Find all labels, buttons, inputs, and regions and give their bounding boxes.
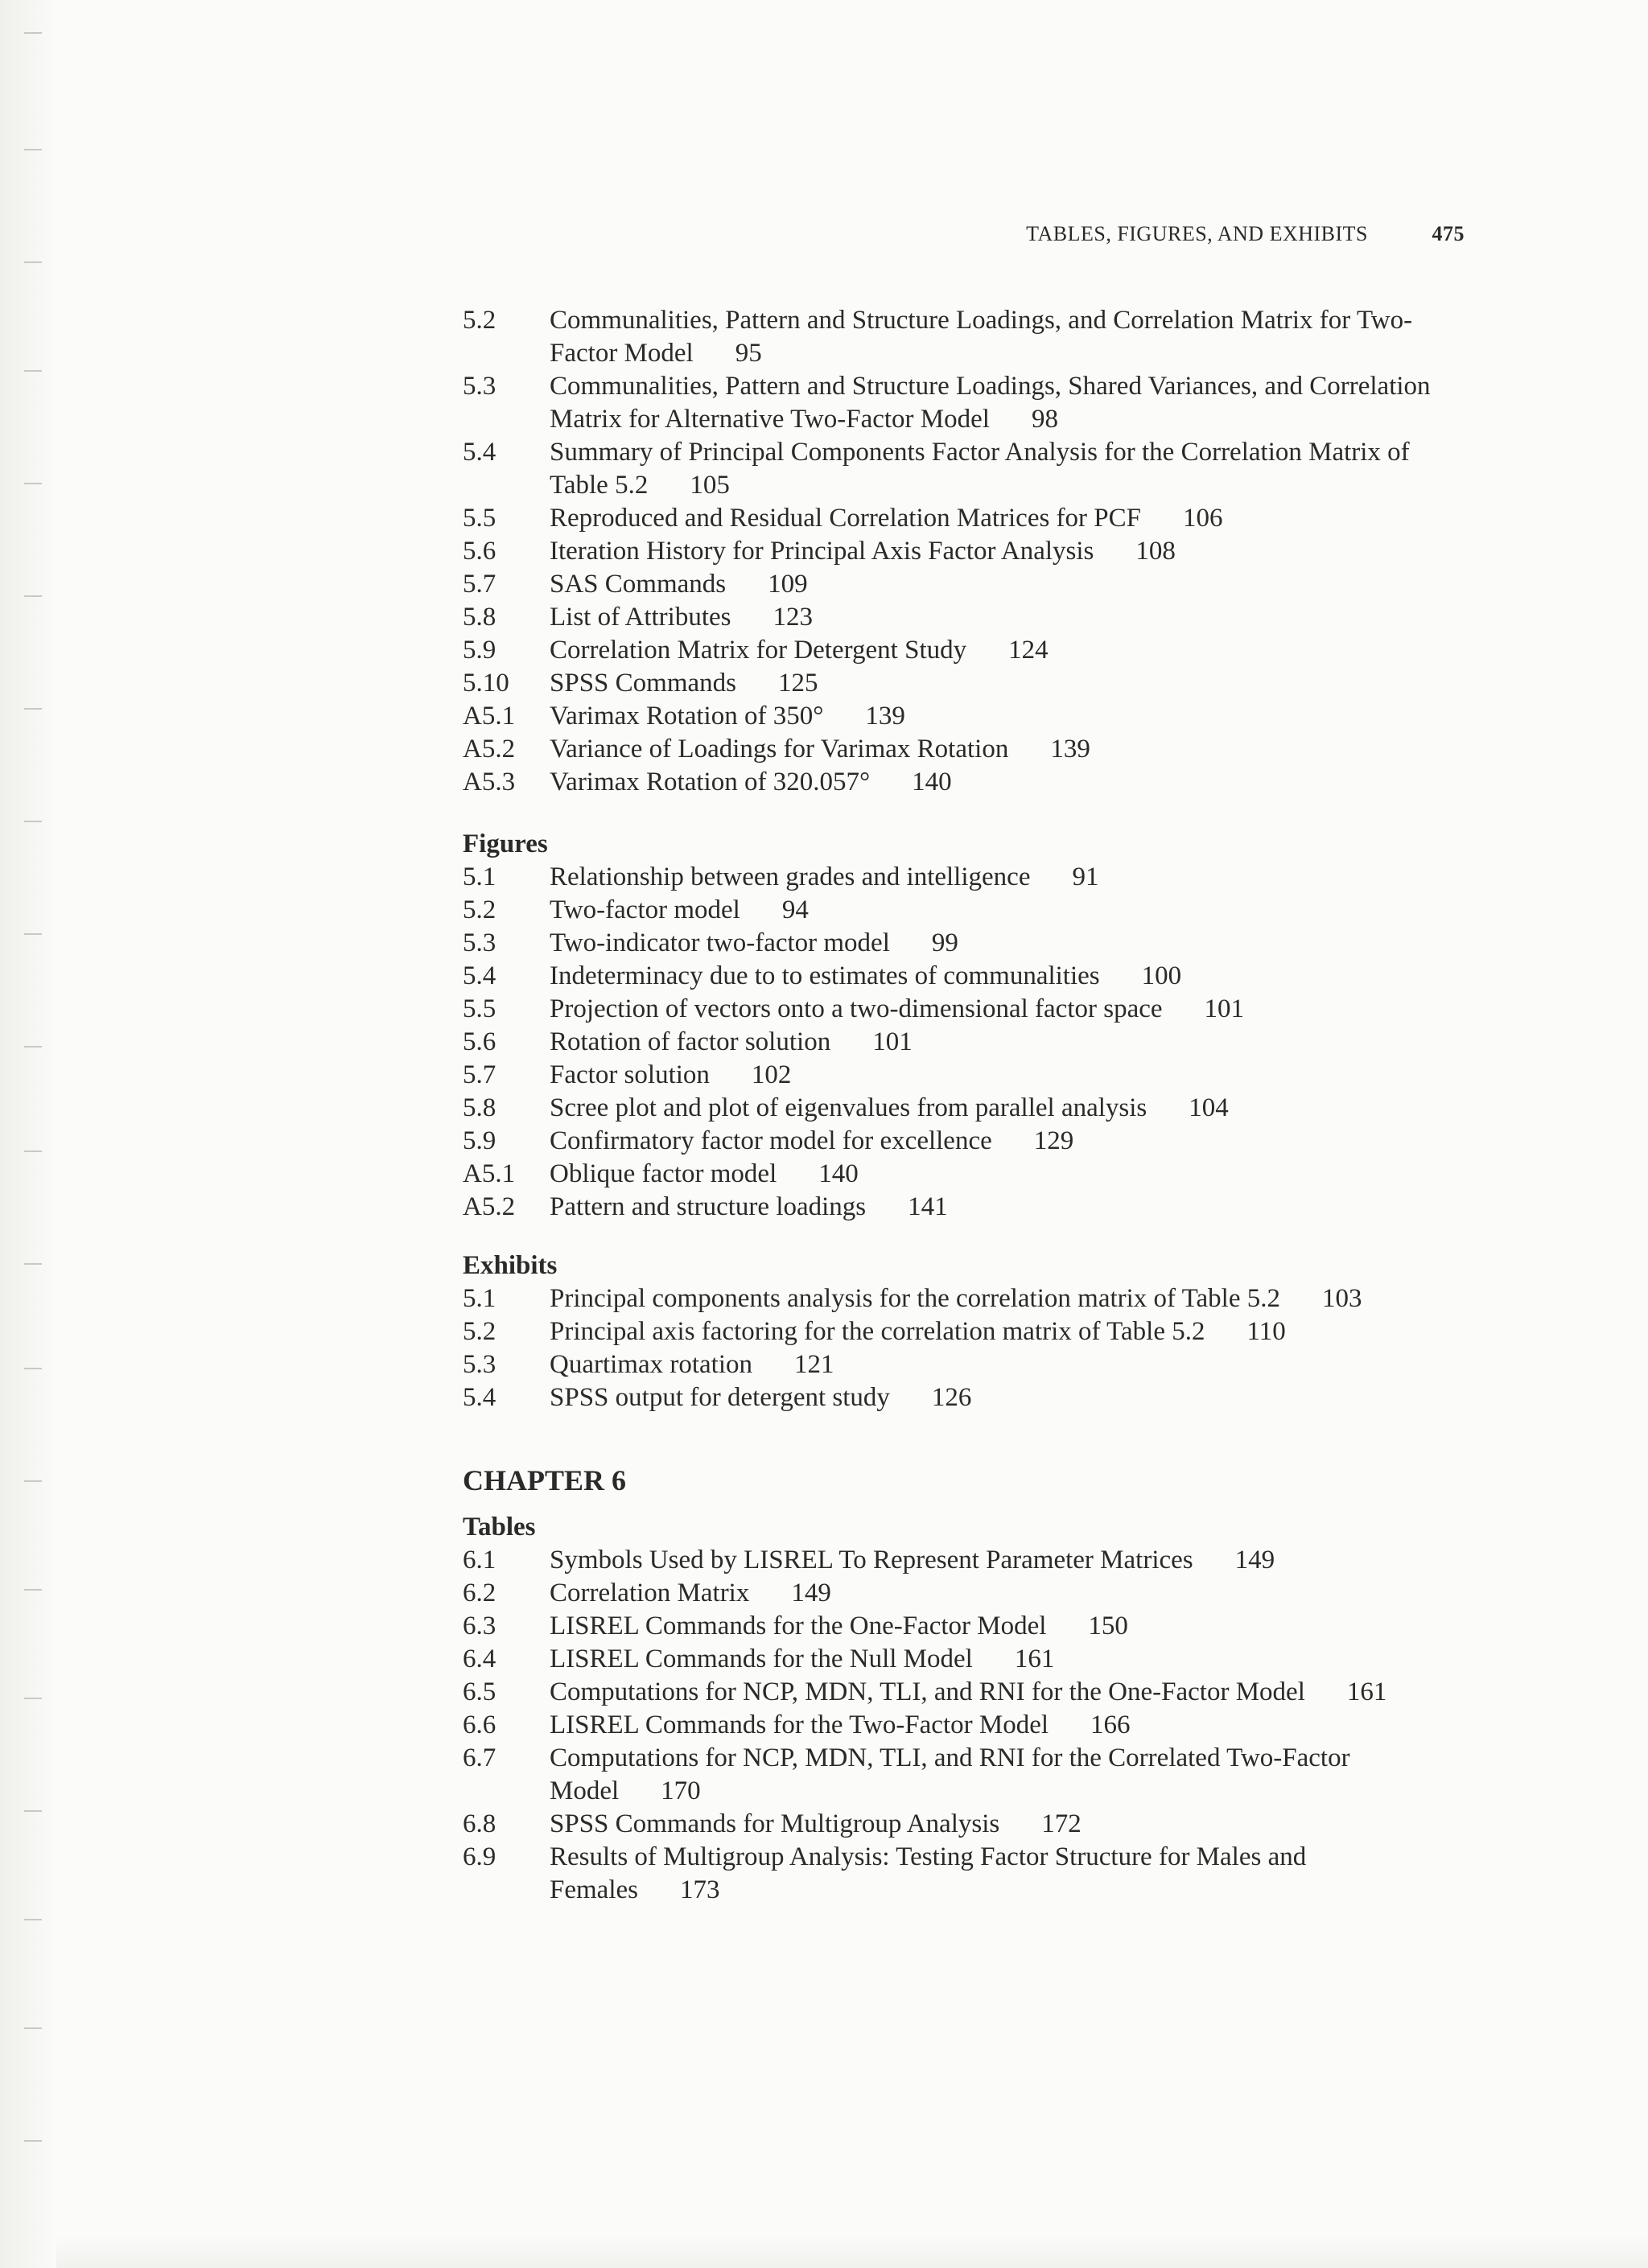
list-entry bbox=[463, 601, 1469, 634]
entry-title: SPSS Commands bbox=[550, 669, 736, 698]
binding-mark bbox=[24, 1368, 42, 1369]
entry-number: 6.1 bbox=[463, 1546, 496, 1574]
entry-page: 95 bbox=[735, 339, 762, 368]
entry-title: Varimax Rotation of 350° bbox=[550, 702, 824, 731]
list-entry bbox=[463, 1059, 1469, 1092]
binding-edge bbox=[0, 0, 56, 2268]
list-entry bbox=[463, 634, 1469, 667]
entry-title: Principal components analysis for the correlation matrix of Table 5.2 bbox=[550, 1284, 1280, 1313]
entry-number: 6.8 bbox=[463, 1809, 496, 1838]
list-entry bbox=[463, 1381, 1469, 1414]
entry-title: Correlation Matrix bbox=[550, 1579, 750, 1607]
entry-title: LISREL Commands for the Null Model bbox=[550, 1644, 973, 1673]
chapter5-tables-list bbox=[463, 304, 1469, 799]
entry-title: Factor solution bbox=[550, 1060, 710, 1089]
entry-title: Communalities, Pattern and Structure Loadings, Shared Variances, and Correlation Matrix for Alternative Two-Factor Model bbox=[550, 372, 1431, 434]
entry-number: A5.2 bbox=[463, 1192, 516, 1221]
entry-page: 126 bbox=[931, 1383, 972, 1412]
binding-mark bbox=[24, 1046, 42, 1048]
chapter-heading: CHAPTER 6 bbox=[463, 1464, 627, 1496]
list-entry bbox=[463, 502, 1469, 535]
entry-title: Rotation of factor solution bbox=[550, 1027, 831, 1056]
binding-mark bbox=[24, 708, 42, 710]
entry-page: 99 bbox=[931, 928, 958, 957]
list-entry bbox=[463, 1610, 1469, 1643]
binding-mark bbox=[24, 595, 42, 597]
list-entry bbox=[463, 1577, 1469, 1610]
entry-number: A5.3 bbox=[463, 768, 516, 796]
entry-number: 6.4 bbox=[463, 1644, 496, 1673]
entry-page: 140 bbox=[818, 1159, 859, 1188]
list-entry bbox=[463, 1158, 1469, 1191]
entry-number: 5.3 bbox=[463, 1350, 496, 1379]
entry-title: Reproduced and Residual Correlation Matrices for PCF bbox=[550, 504, 1142, 533]
entry-number: 5.2 bbox=[463, 1317, 496, 1346]
list-entry bbox=[463, 1841, 1469, 1907]
chapter6-tables-list bbox=[463, 1544, 1469, 1907]
entry-page: 173 bbox=[679, 1875, 720, 1904]
entry-title: Results of Multigroup Analysis: Testing Factor Structure for Males and Females bbox=[550, 1842, 1307, 1904]
entry-number: 6.3 bbox=[463, 1611, 496, 1640]
entry-page: 105 bbox=[690, 471, 730, 500]
entry-number: 5.5 bbox=[463, 994, 496, 1023]
entry-title: SAS Commands bbox=[550, 570, 727, 599]
entry-number: 5.7 bbox=[463, 570, 496, 599]
binding-mark bbox=[24, 1698, 42, 1699]
entry-number: 5.2 bbox=[463, 306, 496, 335]
entry-page: 170 bbox=[661, 1776, 701, 1805]
entry-title: LISREL Commands for the Two-Factor Model bbox=[550, 1710, 1049, 1739]
binding-mark bbox=[24, 1919, 42, 1920]
list-entry bbox=[463, 1808, 1469, 1841]
entry-page: 106 bbox=[1183, 504, 1223, 533]
list-entry bbox=[463, 1125, 1469, 1158]
entry-number: 6.2 bbox=[463, 1579, 496, 1607]
entry-page: 110 bbox=[1246, 1317, 1286, 1346]
entry-title: Relationship between grades and intelligence bbox=[550, 862, 1031, 891]
binding-mark bbox=[24, 483, 42, 484]
list-entry bbox=[463, 700, 1469, 733]
entry-number: 6.6 bbox=[463, 1710, 496, 1739]
entry-title: Symbols Used by LISREL To Represent Parameter Matrices bbox=[550, 1546, 1193, 1574]
list-entry bbox=[463, 766, 1469, 799]
entry-page: 161 bbox=[1014, 1644, 1055, 1673]
binding-mark bbox=[24, 821, 42, 822]
list-entry bbox=[463, 993, 1469, 1026]
entry-page: 150 bbox=[1088, 1611, 1128, 1640]
list-entry bbox=[463, 960, 1469, 993]
entry-page: 100 bbox=[1141, 961, 1182, 990]
entry-title: SPSS output for detergent study bbox=[550, 1383, 890, 1412]
list-entry bbox=[463, 1676, 1469, 1709]
binding-mark bbox=[24, 1810, 42, 1812]
entry-page: 101 bbox=[1204, 994, 1245, 1023]
binding-mark bbox=[24, 2140, 42, 2142]
entry-page: 129 bbox=[1033, 1126, 1074, 1155]
list-entry bbox=[463, 304, 1469, 370]
entry-number: 5.7 bbox=[463, 1060, 496, 1089]
binding-mark bbox=[24, 370, 42, 372]
entry-page: 141 bbox=[908, 1192, 948, 1221]
binding-mark bbox=[24, 1150, 42, 1152]
entry-page: 91 bbox=[1072, 862, 1099, 891]
list-entry bbox=[463, 1742, 1469, 1808]
entry-number: 5.4 bbox=[463, 1383, 496, 1412]
entry-title: Confirmatory factor model for excellence bbox=[550, 1126, 992, 1155]
entry-page: 108 bbox=[1135, 537, 1176, 566]
list-entry bbox=[463, 1092, 1469, 1125]
entry-number: 5.4 bbox=[463, 438, 496, 467]
binding-mark bbox=[24, 1263, 42, 1265]
entry-number: 5.2 bbox=[463, 895, 496, 924]
entry-title: Quartimax rotation bbox=[550, 1350, 753, 1379]
entry-title: Indeterminacy due to to estimates of communalities bbox=[550, 961, 1100, 990]
entry-page: 140 bbox=[912, 768, 952, 796]
entry-title: Variance of Loadings for Varimax Rotation bbox=[550, 735, 1009, 764]
entry-number: 5.8 bbox=[463, 603, 496, 632]
entry-number: 6.5 bbox=[463, 1677, 496, 1706]
list-entry bbox=[463, 1315, 1469, 1348]
entry-number: A5.1 bbox=[463, 702, 516, 731]
page-bottom-edge bbox=[56, 2236, 1648, 2268]
entry-number: A5.1 bbox=[463, 1159, 516, 1188]
entry-page: 102 bbox=[751, 1060, 792, 1089]
entry-page: 149 bbox=[1234, 1546, 1275, 1574]
entry-title: Summary of Principal Components Factor Analysis for the Correlation Matrix of Table 5.2 bbox=[550, 438, 1410, 500]
list-entry bbox=[463, 1026, 1469, 1059]
list-entry bbox=[463, 370, 1469, 436]
entry-title: Projection of vectors onto a two-dimensional factor space bbox=[550, 994, 1163, 1023]
running-title: TABLES, FIGURES, AND EXHIBITS bbox=[1026, 222, 1368, 245]
binding-mark bbox=[24, 933, 42, 935]
entry-number: 5.9 bbox=[463, 636, 496, 665]
entry-number: 5.6 bbox=[463, 1027, 496, 1056]
entry-number: A5.2 bbox=[463, 735, 516, 764]
entry-number: 5.9 bbox=[463, 1126, 496, 1155]
entry-title: Varimax Rotation of 320.057° bbox=[550, 768, 871, 796]
list-entry bbox=[463, 861, 1469, 894]
entry-number: 5.3 bbox=[463, 372, 496, 401]
list-entry bbox=[463, 535, 1469, 568]
list-entry bbox=[463, 1544, 1469, 1577]
entry-page: 98 bbox=[1031, 405, 1058, 434]
entry-page: 121 bbox=[794, 1350, 834, 1379]
entry-number: 5.1 bbox=[463, 862, 496, 891]
entry-page: 125 bbox=[778, 669, 818, 698]
entry-number: 5.8 bbox=[463, 1093, 496, 1122]
entry-title: Pattern and structure loadings bbox=[550, 1192, 867, 1221]
list-entry bbox=[463, 568, 1469, 601]
entry-title: Computations for NCP, MDN, TLI, and RNI for the One-Factor Model bbox=[550, 1677, 1305, 1706]
entry-page: 139 bbox=[1050, 735, 1090, 764]
list-entry bbox=[463, 1191, 1469, 1224]
list-entry bbox=[463, 436, 1469, 502]
entry-title: Principal axis factoring for the correlation matrix of Table 5.2 bbox=[550, 1317, 1205, 1346]
entry-page: 124 bbox=[1008, 636, 1049, 665]
entry-page: 161 bbox=[1346, 1677, 1387, 1706]
list-entry bbox=[463, 667, 1469, 700]
entry-title: Two-indicator two-factor model bbox=[550, 928, 890, 957]
list-entry bbox=[463, 1709, 1469, 1742]
binding-mark bbox=[24, 32, 42, 34]
tables-heading: Tables bbox=[463, 1513, 536, 1541]
binding-mark bbox=[24, 261, 42, 263]
chapter5-exhibits-list bbox=[463, 1282, 1469, 1414]
figures-heading: Figures bbox=[463, 829, 548, 858]
entry-page: 166 bbox=[1090, 1710, 1131, 1739]
list-entry bbox=[463, 894, 1469, 927]
entry-page: 139 bbox=[865, 702, 905, 731]
entry-title: Oblique factor model bbox=[550, 1159, 777, 1188]
entry-page: 104 bbox=[1189, 1093, 1229, 1122]
list-entry bbox=[463, 733, 1469, 766]
entry-title: Two-factor model bbox=[550, 895, 740, 924]
entry-page: 149 bbox=[791, 1579, 831, 1607]
entry-title: List of Attributes bbox=[550, 603, 731, 632]
entry-number: 5.1 bbox=[463, 1284, 496, 1313]
list-entry bbox=[463, 1282, 1469, 1315]
entry-page: 94 bbox=[781, 895, 809, 924]
entry-page: 123 bbox=[772, 603, 813, 632]
exhibits-heading: Exhibits bbox=[463, 1251, 558, 1280]
list-entry bbox=[463, 1348, 1469, 1381]
entry-number: 5.3 bbox=[463, 928, 496, 957]
entry-page: 109 bbox=[768, 570, 808, 599]
list-of-tables-figures-exhibits bbox=[463, 304, 1469, 1907]
entry-title: Computations for NCP, MDN, TLI, and RNI for the Correlated Two-Factor Model bbox=[550, 1743, 1350, 1805]
entry-title: Correlation Matrix for Detergent Study bbox=[550, 636, 967, 665]
entry-number: 5.4 bbox=[463, 961, 496, 990]
entry-title: LISREL Commands for the One-Factor Model bbox=[550, 1611, 1047, 1640]
entry-title: Scree plot and plot of eigenvalues from parallel analysis bbox=[550, 1093, 1147, 1122]
running-header bbox=[966, 222, 1465, 254]
entry-title: Communalities, Pattern and Structure Loadings, and Correlation Matrix for Two-Factor Model bbox=[550, 306, 1413, 368]
entry-number: 6.9 bbox=[463, 1842, 496, 1871]
entry-number: 5.5 bbox=[463, 504, 496, 533]
entry-number: 6.7 bbox=[463, 1743, 496, 1772]
entry-page: 172 bbox=[1041, 1809, 1082, 1838]
entry-number: 5.10 bbox=[463, 669, 509, 698]
chapter5-figures-list bbox=[463, 861, 1469, 1224]
entry-number: 5.6 bbox=[463, 537, 496, 566]
entry-title: Iteration History for Principal Axis Factor Analysis bbox=[550, 537, 1094, 566]
binding-mark bbox=[24, 2027, 42, 2029]
page-number: 475 bbox=[1432, 222, 1465, 245]
list-entry bbox=[463, 927, 1469, 960]
entry-page: 103 bbox=[1322, 1284, 1362, 1313]
binding-mark bbox=[24, 1589, 42, 1591]
entry-title: SPSS Commands for Multigroup Analysis bbox=[550, 1809, 1000, 1838]
entry-page: 101 bbox=[872, 1027, 913, 1056]
binding-mark bbox=[24, 149, 42, 150]
binding-mark bbox=[24, 1480, 42, 1482]
list-entry bbox=[463, 1643, 1469, 1676]
